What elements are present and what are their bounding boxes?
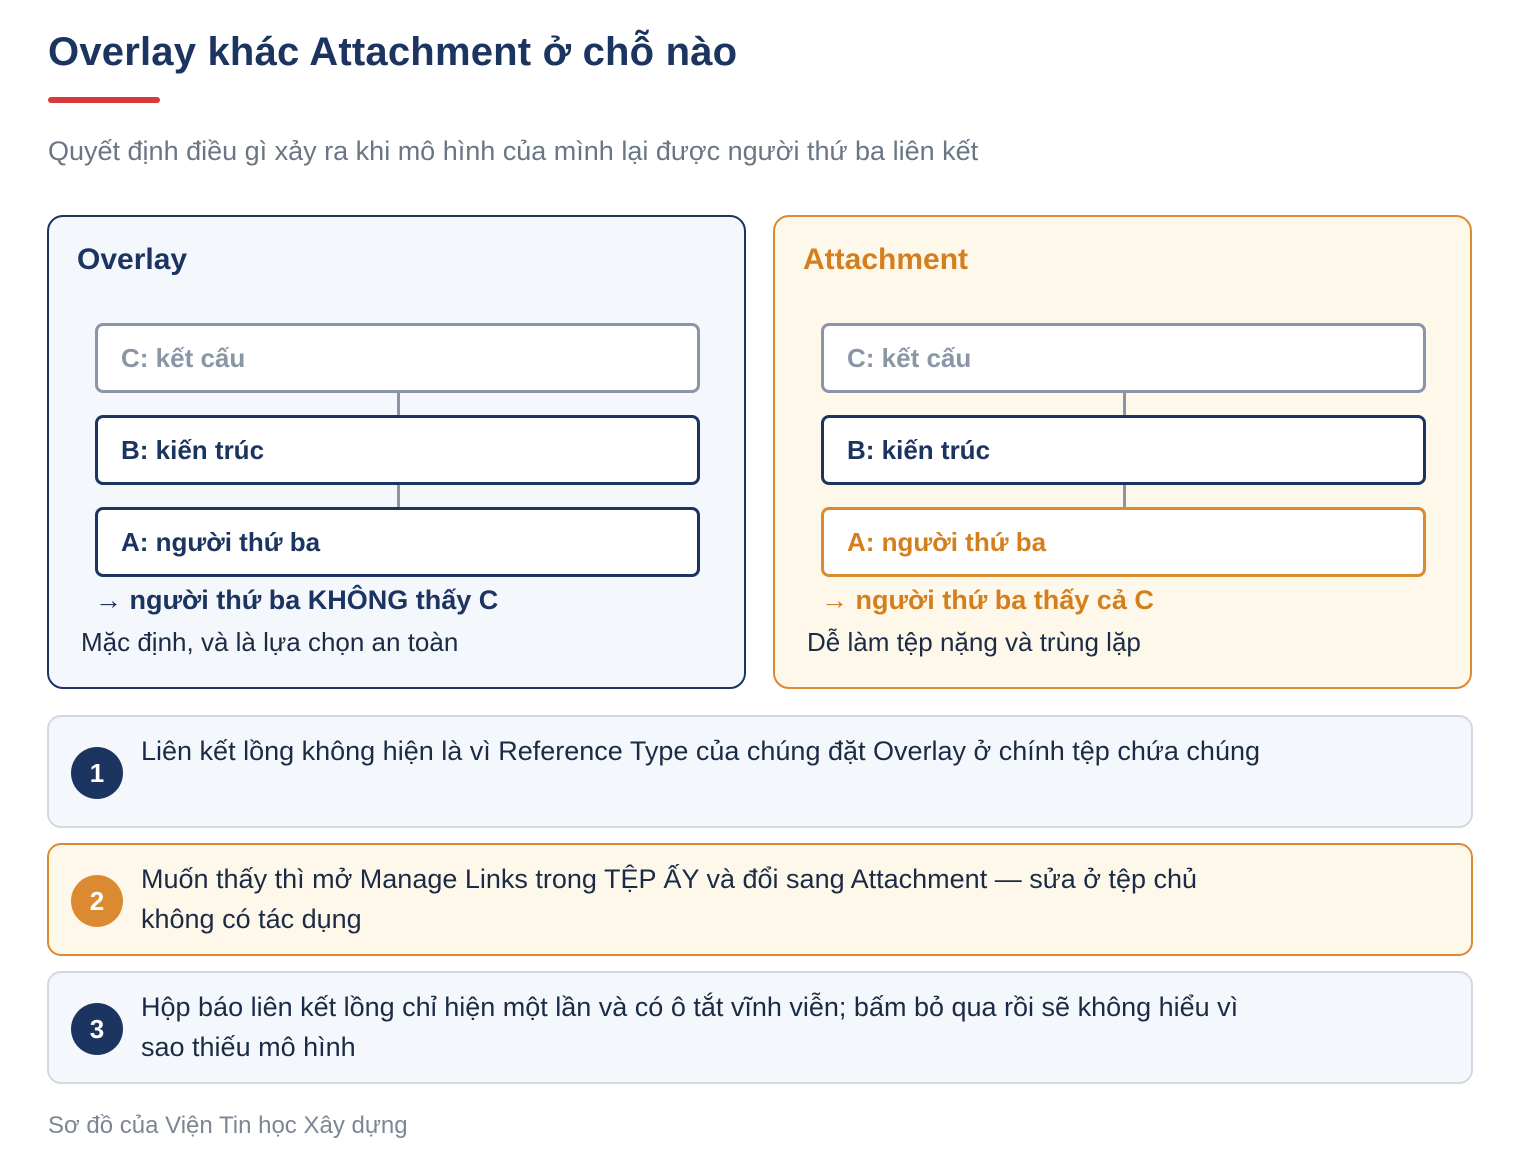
callout-3-text: Hộp báo liên kết lồng chỉ hiện một lần và có ô tắt vĩnh viễn; bấm bỏ qua rồi sẽ không hiểu vì sao thiếu mô hình <box>141 992 1239 1062</box>
callout-3-number-badge: 3 <box>71 1003 123 1055</box>
attachment-note: Dễ làm tệp nặng và trùng lặp <box>807 627 1141 657</box>
overlay-result: → người thứ ba KHÔNG thấy C <box>95 585 499 615</box>
overlay-connector-c-b <box>397 393 400 415</box>
overlay-node-c: C: kết cấu <box>95 323 700 393</box>
overlay-node-b: B: kiến trúc <box>95 415 700 485</box>
overlay-node-a: A: người thứ ba <box>95 507 700 577</box>
overlay-connector-b-a <box>397 485 400 507</box>
attachment-node-b: B: kiến trúc <box>821 415 1426 485</box>
title-underline <box>48 97 160 103</box>
footer-credit: Sơ đồ của Viện Tin học Xây dựng <box>48 1112 408 1139</box>
overlay-note: Mặc định, và là lựa chọn an toàn <box>81 627 459 657</box>
overlay-panel <box>47 215 746 689</box>
overlay-panel-title: Overlay <box>77 243 188 276</box>
attachment-panel-title: Attachment <box>803 243 969 276</box>
attachment-connector-c-b <box>1123 393 1126 415</box>
page-subtitle: Quyết định điều gì xảy ra khi mô hình của mình lại được người thứ ba liên kết <box>48 136 979 166</box>
callout-2-text: Muốn thấy thì mở Manage Links trong TỆP ẤY và đổi sang Attachment — sửa ở tệp chủ không có tác dụng <box>141 864 1198 934</box>
callout-1-number-badge: 1 <box>71 747 123 799</box>
callout-2-number-badge: 2 <box>71 875 123 927</box>
attachment-result: → người thứ ba thấy cả C <box>821 585 1154 615</box>
callout-1 <box>47 715 1473 828</box>
attachment-connector-b-a <box>1123 485 1126 507</box>
callout-2 <box>47 843 1473 956</box>
attachment-node-c: C: kết cấu <box>821 323 1426 393</box>
attachment-node-a: A: người thứ ba <box>821 507 1426 577</box>
callout-3 <box>47 971 1473 1084</box>
attachment-panel <box>773 215 1472 689</box>
page-title: Overlay khác Attachment ở chỗ nào <box>48 30 738 74</box>
callout-1-text: Liên kết lồng không hiện là vì Reference Type của chúng đặt Overlay ở chính tệp chứa chúng <box>141 736 1260 766</box>
